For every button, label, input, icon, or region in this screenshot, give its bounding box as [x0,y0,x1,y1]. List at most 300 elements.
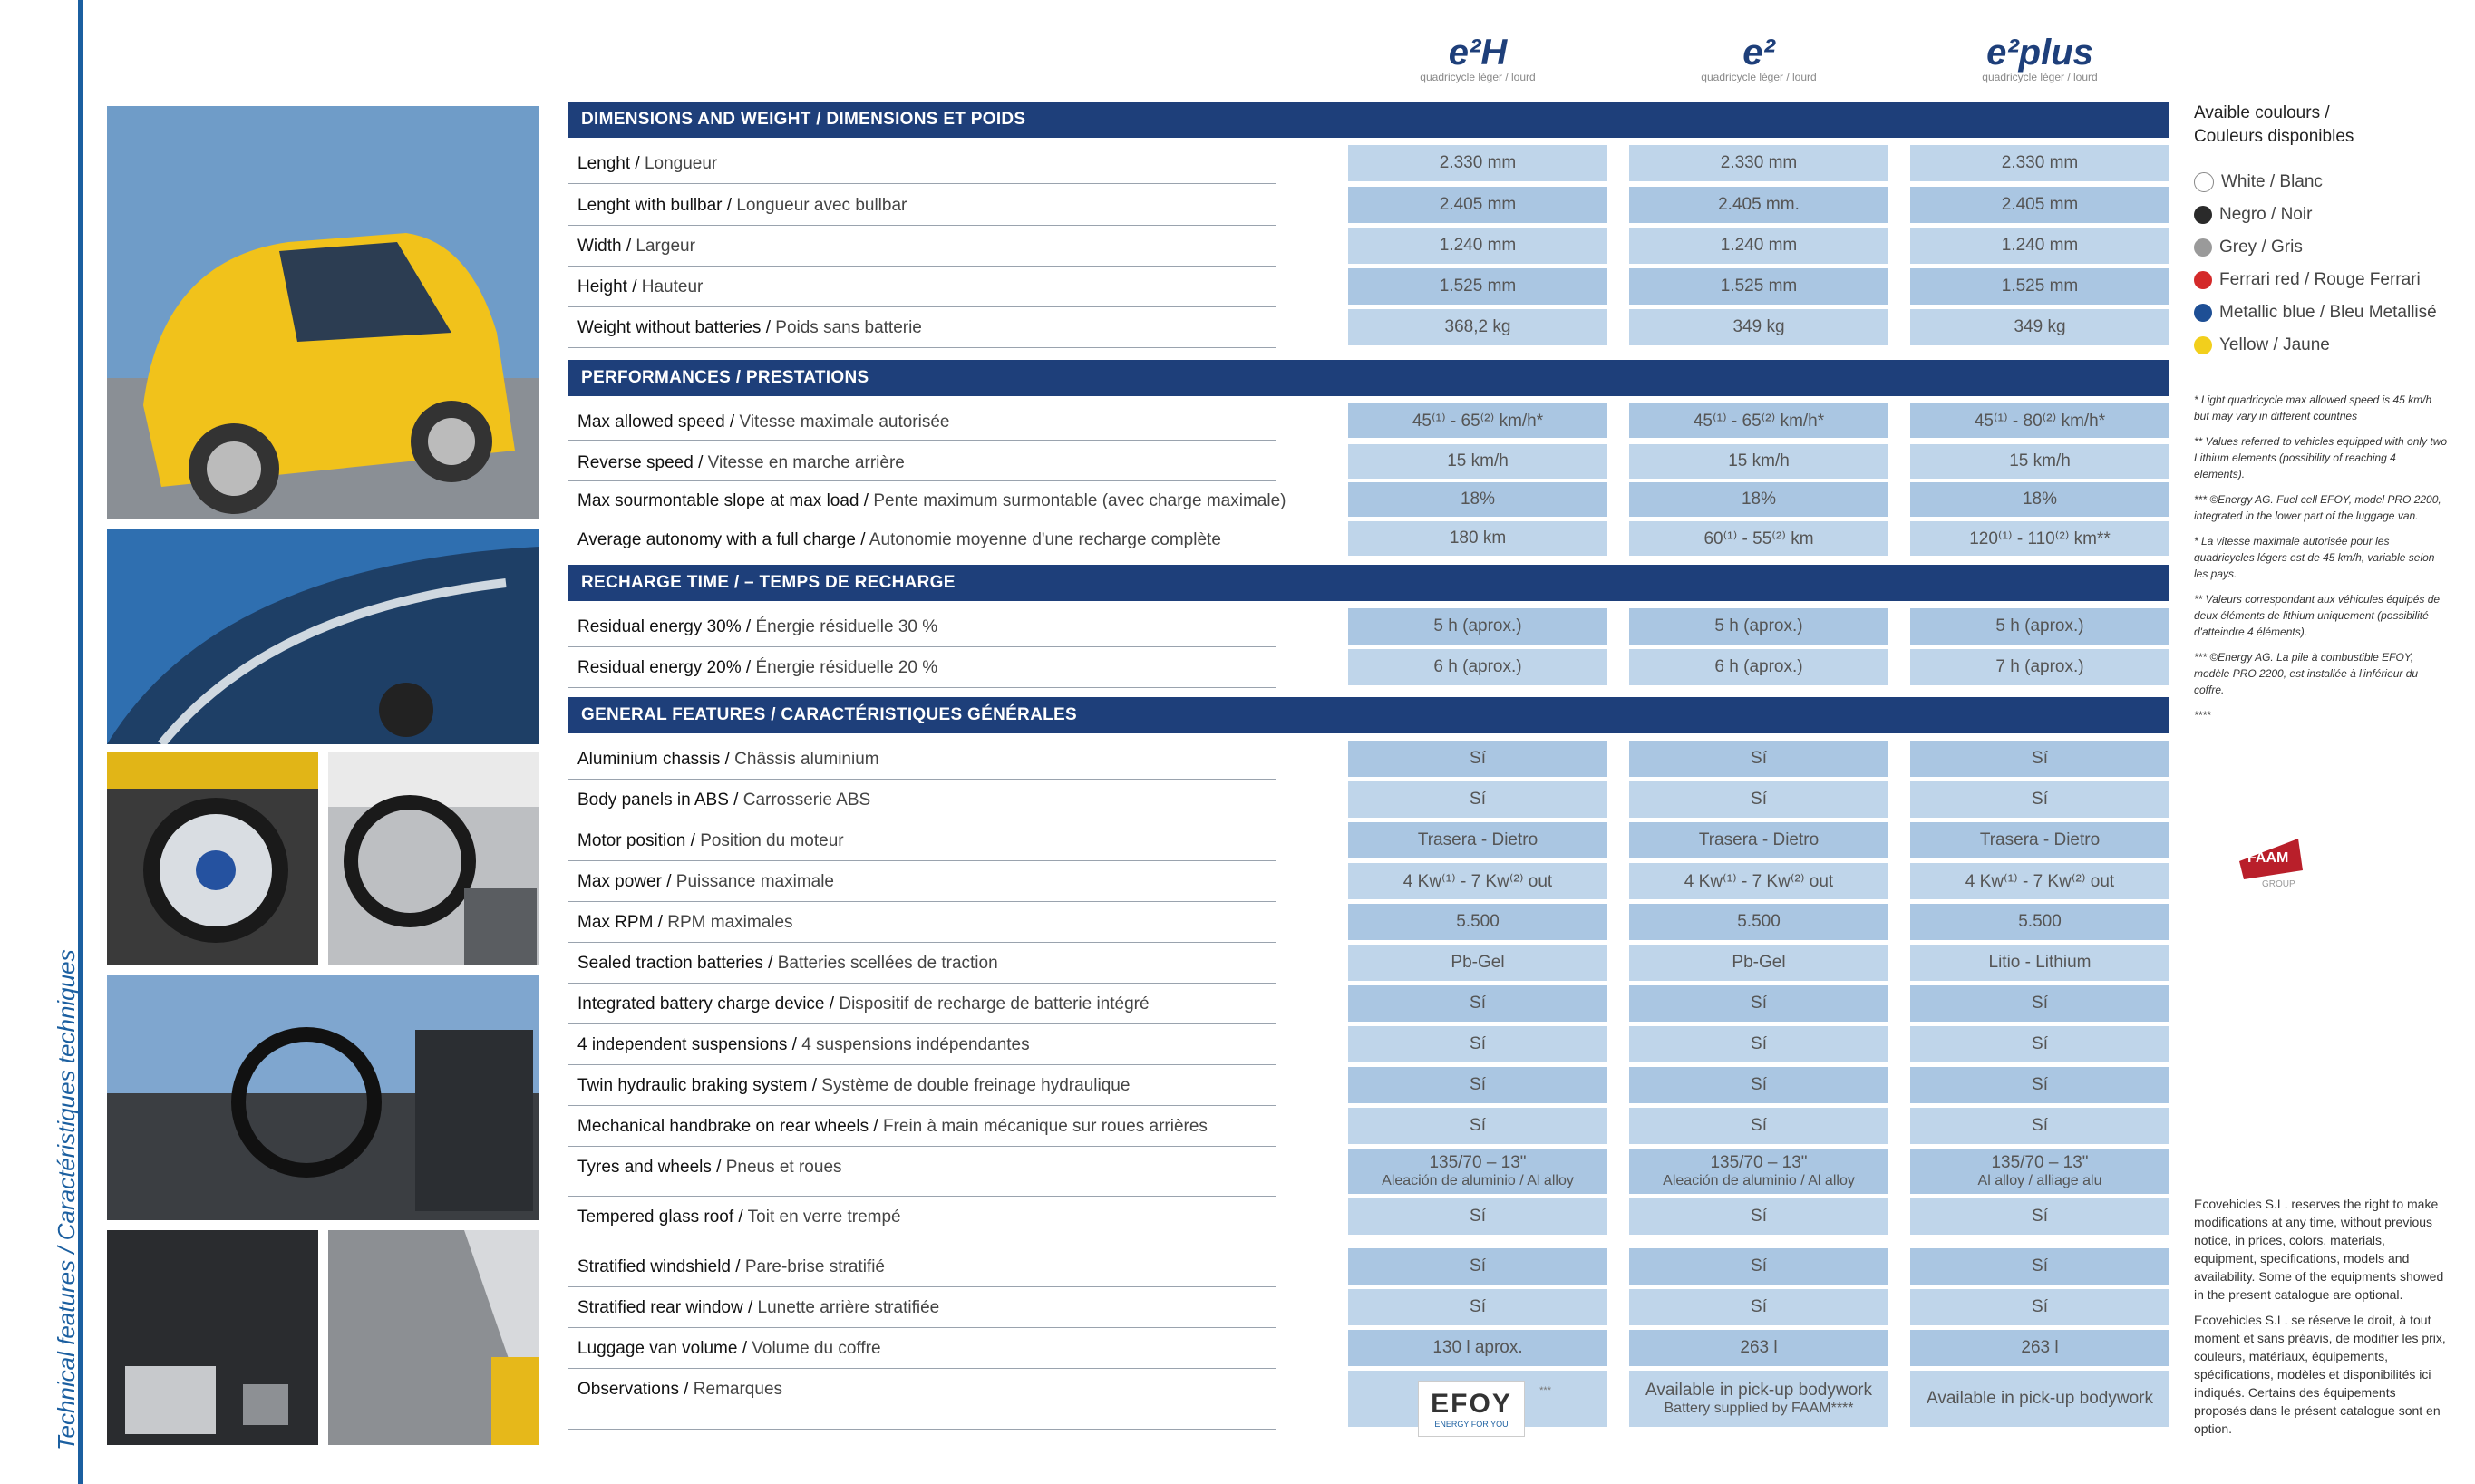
spec-cell [1348,1108,1607,1144]
spec-value: Litio - Lithium [1988,953,2092,972]
row-divider [568,1196,1276,1197]
spec-cell [1348,1026,1607,1062]
color-option [2194,205,2312,225]
row-label [578,1035,1030,1055]
row-divider [568,306,1276,307]
spec-value: 5.500 [1456,912,1500,931]
row-label [578,1208,901,1227]
spec-cell [1910,1108,2169,1144]
spec-value: 1.525 mm [1439,276,1517,296]
row-label-fr: Toit en verre trempé [747,1208,901,1227]
row-divider [568,860,1276,861]
spec-cell [1629,1371,1888,1427]
row-divider [568,901,1276,902]
photo-pedals [107,1230,318,1445]
spec-cell [1348,1198,1607,1235]
row-label-en: Height [578,277,627,296]
row-label [578,954,998,974]
row-label-en: Mechanical handbrake on rear wheels [578,1117,869,1136]
row-label-en: Average autonomy with a full charge [578,530,856,549]
row-label-fr: Frein à main mécanique sur roues arrières [882,1117,1208,1136]
faam-logo-text: FAAM [2247,850,2289,866]
row-label-en: Width [578,237,622,256]
row-divider [568,779,1276,780]
spec-value: 5.500 [2018,912,2062,931]
spec-cell [1910,1149,2169,1194]
colors-title: Avaible coulours / [2194,103,2330,122]
row-label-separator: / [626,277,642,296]
spec-cell [1348,904,1607,940]
spec-cell [1348,228,1607,264]
spec-value: Sí [1470,1297,1486,1316]
spec-cell [1910,904,2169,940]
colors-panel [2194,102,2457,354]
spec-cell [1348,1289,1607,1325]
section-performances [568,360,2169,396]
spec-value: Sí [1751,749,1767,768]
row-label-fr: Volume du coffre [752,1339,881,1358]
spec-value: 6 h (aprox.) [1433,657,1522,676]
spec-cell [1910,145,2169,181]
spec-cell [1910,741,2169,777]
row-label [578,1298,939,1318]
spec-value: 4 Kw⁽¹⁾ - 7 Kw⁽²⁾ out [1684,871,1834,891]
model-subtitle: quadricycle léger / lourd [1982,71,2098,83]
row-divider [568,347,1276,348]
spec-cell [1348,1067,1607,1103]
row-label-separator: / [693,453,708,472]
spec-cell [1348,863,1607,899]
spec-value: 18% [1460,490,1496,509]
row-label-fr: Vitesse maximale autorisée [739,412,950,432]
section-title: RECHARGE TIME / – TEMPS DE RECHARGE [581,573,956,592]
spec-subvalue: Aleación de aluminio / Al alloy [1382,1173,1574,1188]
faam-stars: **** [2194,709,2211,722]
row-label-fr: Largeur [636,237,695,256]
spec-cell [1629,904,1888,940]
color-swatch-icon [2194,172,2214,192]
spec-value: Sí [2032,994,2048,1013]
row-label-separator: / [859,491,874,510]
spec-cell [1348,482,1607,517]
row-label-en: Lenght [578,154,631,173]
spec-cell [1629,268,1888,305]
row-label [578,790,870,810]
spec-cell [1629,444,1888,479]
spec-cell [1629,1198,1888,1235]
efoy-tagline: ENERGY FOR YOU [1434,1420,1509,1429]
spec-cell [1910,187,2169,223]
spec-value: Sí [2032,1297,2048,1316]
spec-cell [1910,1330,2169,1366]
spec-value: Sí [2032,1207,2048,1226]
section-dimensions [568,102,2169,138]
spec-cell [1910,1026,2169,1062]
row-label [578,237,695,257]
row-label-separator: / [787,1035,802,1054]
row-label-en: Observations [578,1380,679,1399]
row-label-fr: Remarques [693,1380,783,1399]
spec-value: Pb-Gel [1732,953,1786,972]
spec-cell [1910,1371,2169,1427]
row-label-en: Max sourmontable slope at max load [578,491,859,510]
row-label-fr: Énergie résiduelle 30 % [755,617,938,636]
model-header-e2h [1348,34,1607,83]
spec-cell [1910,985,2169,1022]
spec-value: 263 l [2021,1338,2059,1357]
row-label-separator: / [741,658,756,677]
model-logo: e² [1742,33,1775,73]
row-label-fr: Châssis aluminium [734,750,879,769]
spec-cell [1910,482,2169,517]
spec-cell [1629,822,1888,858]
disclaimer [2194,1195,2448,1445]
spec-cell [1910,1067,2169,1103]
photo-dashboard [107,752,318,965]
spec-value: 5 h (aprox.) [1714,616,1803,635]
row-divider [568,183,1276,184]
spec-cell [1629,781,1888,818]
row-label [578,196,907,216]
spec-cell [1348,268,1607,305]
row-label-separator: / [661,872,676,891]
row-label-separator: / [728,790,743,810]
spec-cell [1629,1330,1888,1366]
row-label-en: Max allowed speed [578,412,725,432]
spec-cell [1348,608,1607,645]
side-spine [0,0,83,1484]
disclaimer-fr: Ecovehicles S.L. se réserve le droit, à tout moment et sans préavis, de modifier les prix, couleurs, matériaux, équipements, spécifications, modèles et disponibilités ici indiqués. Certains des équipements proposés dans le présent catalogue sont en option. [2194,1313,2446,1436]
row-label [578,1158,842,1178]
row-label-en: Sealed traction batteries [578,954,763,973]
spec-value: Sí [1470,749,1486,768]
model-subtitle: quadricycle léger / lourd [1420,71,1536,83]
spec-value: 15 km/h [1728,451,1790,470]
color-swatch-icon [2194,304,2212,322]
spec-value: Sí [1751,1297,1767,1316]
spec-cell [1348,145,1607,181]
section-title: GENERAL FEATURES / CARACTÉRISTIQUES GÉNÉRALES [581,705,1077,724]
row-label-en: Residual energy 20% [578,658,742,677]
row-divider [568,1327,1276,1328]
spec-value: Pb-Gel [1451,953,1505,972]
row-divider [568,440,1276,441]
row-label-separator: / [653,913,668,932]
row-label [578,617,937,637]
row-label-separator: / [733,1208,748,1227]
spec-cell [1348,649,1607,685]
spec-value: 4 Kw⁽¹⁾ - 7 Kw⁽²⁾ out [1402,871,1553,891]
spec-cell [1629,309,1888,345]
row-label-separator: / [824,994,840,1014]
spec-value: 5.500 [1737,912,1781,931]
spec-cell [1629,1289,1888,1325]
row-label-fr: Longueur [644,154,718,173]
row-divider [568,1023,1276,1024]
spec-value: 7 h (aprox.) [1995,657,2084,676]
row-label-en: Motor position [578,831,686,850]
spec-cell [1629,608,1888,645]
row-label [578,1076,1130,1096]
spec-cell [1629,945,1888,981]
faam-group-text: GROUP [2262,879,2295,889]
spec-value: 5 h (aprox.) [1433,616,1522,635]
model-logo: e²plus [1986,33,2093,73]
spec-cell [1348,822,1607,858]
color-swatch-icon [2194,206,2212,224]
spec-value: Sí [1751,790,1767,809]
spec-value: 120⁽¹⁾ - 110⁽²⁾ km** [1969,529,2111,548]
spec-cell [1910,649,2169,685]
photo-car-exterior [107,106,539,519]
row-label-fr: Vitesse en marche arrière [707,453,905,472]
spec-cell [1629,1149,1888,1194]
spec-value: 45⁽¹⁾ - 65⁽²⁾ km/h* [1412,411,1544,431]
spec-value: Available in pick-up bodywork [1927,1389,2153,1408]
section-title: DIMENSIONS AND WEIGHT / DIMENSIONS ET POIDS [581,110,1026,129]
row-label-en: Stratified windshield [578,1257,731,1276]
row-label-en: Max power [578,872,662,891]
row-label-fr: Hauteur [641,277,704,296]
spec-value: Sí [1751,994,1767,1013]
row-label [578,872,834,892]
color-label: White / Blanc [2221,172,2323,191]
row-label-en: Twin hydraulic braking system [578,1076,808,1095]
row-label [578,318,922,338]
color-label: Ferrari red / Rouge Ferrari [2219,270,2421,289]
spec-value: 1.240 mm [1439,236,1517,255]
color-label: Negro / Noir [2219,205,2313,224]
row-label-fr: Poids sans batterie [775,318,922,337]
disclaimer-en: Ecovehicles S.L. reserves the right to make modifications at any time, without previous notice, in prices, colors, materials, equipment, specifications, models and availability. Some of the equipments showed in the present catalogue are optional. [2194,1197,2444,1302]
spec-value: 2.405 mm [2001,195,2079,214]
color-option [2194,270,2421,290]
spec-subvalue: Battery supplied by FAAM**** [1664,1401,1854,1416]
row-divider [568,480,1276,481]
row-label [578,1380,782,1400]
spec-value: 4 Kw⁽¹⁾ - 7 Kw⁽²⁾ out [1965,871,2115,891]
spec-cell [1910,945,2169,981]
row-divider [568,983,1276,984]
model-header-e2 [1629,34,1888,83]
spec-value: 15 km/h [1447,451,1509,470]
row-divider [568,942,1276,943]
spec-cell [1910,228,2169,264]
row-divider [568,1064,1276,1065]
spec-value: 18% [1741,490,1777,509]
color-option [2194,335,2330,355]
row-label [578,491,1286,511]
spec-cell [1629,1026,1888,1062]
footnote: *** ©Energy AG. La pile à combustible EFOY, modèle PRO 2200, est installée à l'inférieur du coffre. [2194,651,2419,696]
row-label [578,154,717,174]
spec-value: 2.330 mm [1720,153,1798,172]
row-label-en: Weight without batteries [578,318,762,337]
color-option [2194,172,2323,192]
row-label-separator: / [807,1076,822,1095]
footnote: * Light quadricycle max allowed speed is 45 km/h but may vary in different countries [2194,393,2432,422]
row-label-separator: / [685,831,701,850]
row-label-fr: Batteries scellées de traction [777,954,998,973]
row-label-fr: Carrosserie ABS [742,790,871,810]
spec-value: 1.525 mm [2001,276,2079,296]
color-label: Grey / Gris [2219,238,2303,257]
spec-cell [1348,1149,1607,1194]
spec-cell [1629,985,1888,1022]
spec-value: Sí [1470,1116,1486,1135]
side-title: Technical features / Caractéristiques techniques [53,949,80,1450]
row-label [578,412,949,432]
row-divider [568,1105,1276,1106]
footnotes [2194,392,2448,732]
color-label: Metallic blue / Bleu Metallisé [2219,303,2437,322]
spec-value: 368,2 kg [1444,317,1511,336]
row-label-separator: / [724,412,740,432]
photo-steering [328,752,539,965]
row-label-fr: Lunette arrière stratifiée [757,1298,940,1317]
spec-subvalue: Al alloy / alliage alu [1977,1173,2102,1188]
section-title: PERFORMANCES / PRESTATIONS [581,368,869,387]
spec-cell [1348,741,1607,777]
row-label-separator: / [630,154,645,173]
row-label-en: Body panels in ABS [578,790,729,810]
row-label-fr: Dispositif de recharge de batterie intégré [839,994,1150,1014]
spec-cell [1348,781,1607,818]
spec-cell [1629,482,1888,517]
model-header-e2plus [1910,34,2169,83]
photo-glass-roof [107,529,539,744]
row-label-separator: / [621,237,636,256]
spec-value: 135/70 – 13" [1991,1153,2089,1172]
spec-cell [1629,521,1888,556]
color-option [2194,303,2437,323]
spec-value: 15 km/h [2009,451,2071,470]
spec-value: Sí [1751,1075,1767,1094]
row-label [578,1257,885,1277]
footnote: * La vitesse maximale autorisée pour les quadricycles légers est de 45 km/h, variable selon les pays. [2194,535,2435,580]
spec-cell [1910,608,2169,645]
row-label-separator: / [762,954,778,973]
spec-value: 2.330 mm [1439,153,1517,172]
spec-value: Sí [1470,1075,1486,1094]
spec-value: 18% [2022,490,2058,509]
spec-value: Sí [1751,1207,1767,1226]
spec-value: 5 h (aprox.) [1995,616,2084,635]
spec-value: Trasera - Dietro [1417,830,1538,849]
spec-cell [1629,741,1888,777]
row-label-en: Stratified rear window [578,1298,743,1317]
color-swatch-icon [2194,238,2212,257]
spec-value: Sí [1470,1207,1486,1226]
spec-value: 45⁽¹⁾ - 65⁽²⁾ km/h* [1693,411,1825,431]
row-label-separator: / [678,1380,694,1399]
row-label-fr: Énergie résiduelle 20 % [755,658,938,677]
row-label [578,994,1150,1014]
spec-cell [1629,187,1888,223]
row-divider [568,1146,1276,1147]
spec-value: 1.240 mm [1720,236,1798,255]
photo-interior [107,975,539,1220]
color-swatch-icon [2194,336,2212,354]
row-divider [568,1286,1276,1287]
row-label-en: Max RPM [578,913,654,932]
row-label-separator: / [742,1298,758,1317]
spec-cell [1348,1330,1607,1366]
spec-cell [1348,985,1607,1022]
spec-cell [1629,1248,1888,1285]
spec-value: Sí [2032,790,2048,809]
spec-value: 1.525 mm [1720,276,1798,296]
spec-cell [1910,444,2169,479]
spec-cell [1629,649,1888,685]
row-divider [568,266,1276,267]
row-label [578,831,844,851]
row-label-en: Residual energy 30% [578,617,742,636]
row-label-separator: / [711,1158,726,1177]
spec-cell [1629,863,1888,899]
spec-cell [1910,1289,2169,1325]
spec-cell [1348,187,1607,223]
footnote: ** Values referred to vehicles equipped with only two Lithium elements (possibility of reaching 4 elements). [2194,435,2448,480]
model-subtitle: quadricycle léger / lourd [1701,71,1817,83]
section-general [568,697,2169,733]
spec-value: 349 kg [2014,317,2066,336]
spec-value: Sí [1470,790,1486,809]
spec-cell [1629,1067,1888,1103]
row-label-separator: / [741,617,756,636]
spec-value: Sí [1470,1034,1486,1053]
photo-door [328,1230,539,1445]
row-label-separator: / [869,1117,883,1136]
row-label [578,1339,881,1359]
spec-value: Sí [2032,749,2048,768]
spec-cell [1348,1248,1607,1285]
row-label-separator: / [722,196,737,215]
spec-cell [1910,1248,2169,1285]
spec-value: Sí [1751,1116,1767,1135]
color-swatch-icon [2194,271,2212,289]
row-label-fr: Pente maximum surmontable (avec charge maximale) [873,491,1286,510]
color-label: Yellow / Jaune [2219,335,2330,354]
row-label-separator: / [761,318,776,337]
spec-value: Sí [2032,1256,2048,1275]
footnote: ** Valeurs correspondant aux véhicules équipés de deux éléments de lithium uniquement (possibilité d'atteindre 4 éléments). [2194,593,2441,638]
efoy-title: EFOY [1431,1389,1512,1419]
spec-cell [1910,403,2169,438]
spec-value: Sí [1751,1256,1767,1275]
spec-cell [1910,309,2169,345]
row-divider [568,1368,1276,1369]
spec-cell [1910,521,2169,556]
row-label-fr: Pare-brise stratifié [744,1257,885,1276]
spec-value: Trasera - Dietro [1698,830,1820,849]
row-label-en: Tempered glass roof [578,1208,734,1227]
spec-value: 2.330 mm [2001,153,2079,172]
row-label [578,453,905,473]
spec-value: 2.405 mm [1439,195,1517,214]
spec-value: 45⁽¹⁾ - 80⁽²⁾ km/h* [1974,411,2106,431]
section-recharge [568,565,2169,601]
row-label [578,1117,1208,1137]
color-option [2194,238,2303,257]
colors-subtitle: Couleurs disponibles [2194,127,2354,146]
spec-value: 263 l [1740,1338,1778,1357]
row-label-en: 4 independent suspensions [578,1035,788,1054]
row-label-fr: Pneus et roues [725,1158,842,1177]
spec-value: Sí [1470,1256,1486,1275]
spec-value: Sí [2032,1034,2048,1053]
spec-cell [1629,403,1888,438]
